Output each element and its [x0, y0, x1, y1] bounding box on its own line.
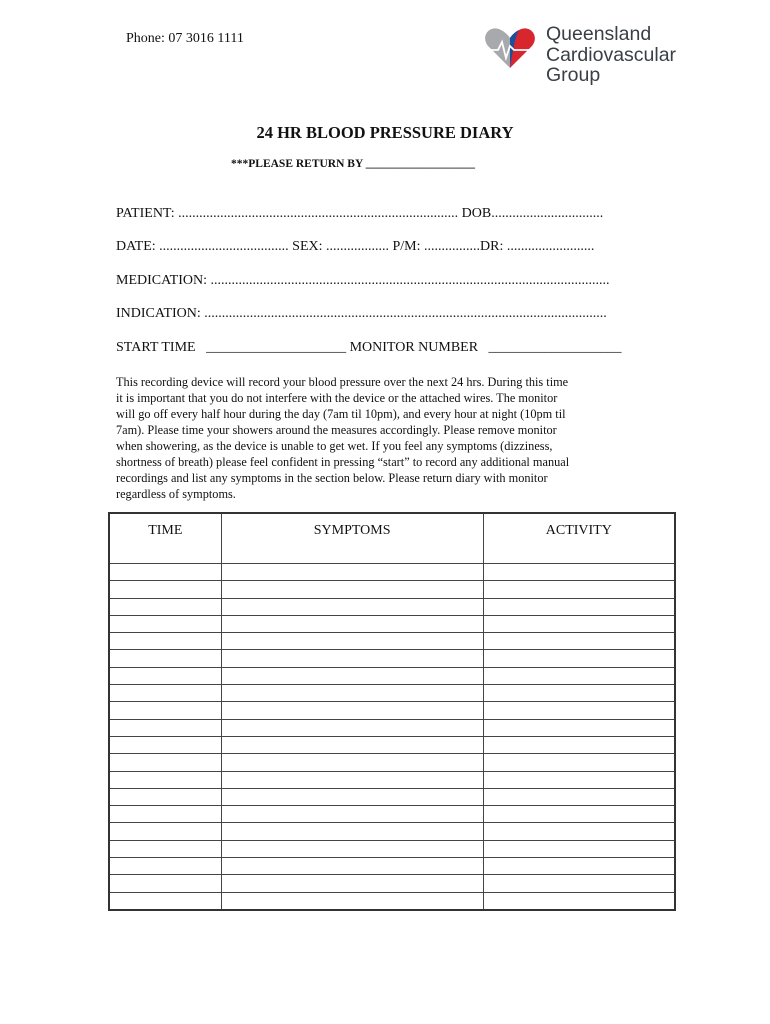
activity-cell[interactable] — [483, 840, 675, 857]
time-cell[interactable] — [109, 736, 221, 753]
symptoms-cell[interactable] — [221, 840, 483, 857]
time-cell[interactable] — [109, 788, 221, 805]
symptoms-cell[interactable] — [221, 719, 483, 736]
time-cell[interactable] — [109, 875, 221, 892]
table-row — [109, 667, 675, 684]
activity-cell[interactable] — [483, 581, 675, 598]
activity-cell[interactable] — [483, 702, 675, 719]
header-symptoms: SYMPTOMS — [221, 513, 483, 564]
time-cell[interactable] — [109, 754, 221, 771]
symptoms-cell[interactable] — [221, 685, 483, 702]
symptoms-cell[interactable] — [221, 564, 483, 581]
table-row — [109, 702, 675, 719]
diary-table — [108, 512, 676, 911]
activity-cell[interactable] — [483, 633, 675, 650]
activity-cell[interactable] — [483, 823, 675, 840]
time-cell[interactable] — [109, 840, 221, 857]
symptoms-cell[interactable] — [221, 788, 483, 805]
header-time: TIME — [109, 513, 221, 564]
indication-field[interactable]: INDICATION: ................................................................................................................... — [116, 306, 607, 321]
table-row — [109, 564, 675, 581]
symptoms-cell[interactable] — [221, 633, 483, 650]
time-cell[interactable] — [109, 598, 221, 615]
diary-rows — [109, 564, 675, 910]
symptoms-cell[interactable] — [221, 702, 483, 719]
symptoms-cell[interactable] — [221, 615, 483, 632]
medication-field[interactable]: MEDICATION: .................................................................................................................. — [116, 273, 610, 288]
activity-cell[interactable] — [483, 667, 675, 684]
instruction-line: it is important that you do not interfere with the device or the attached wires. The monitor — [116, 391, 558, 405]
table-row — [109, 685, 675, 702]
symptoms-cell[interactable] — [221, 771, 483, 788]
logo-line-2: Cardiovascular — [546, 43, 677, 66]
symptoms-cell[interactable] — [221, 806, 483, 823]
return-by-line: ***PLEASE RETURN BY ___________________ — [231, 158, 475, 170]
instruction-line: This recording device will record your blood pressure over the next 24 hrs. During this time — [116, 375, 569, 389]
activity-cell[interactable] — [483, 892, 675, 910]
time-cell[interactable] — [109, 633, 221, 650]
time-cell[interactable] — [109, 858, 221, 875]
instruction-line: regardless of symptoms. — [116, 487, 236, 501]
table-row — [109, 633, 675, 650]
activity-cell[interactable] — [483, 771, 675, 788]
activity-cell[interactable] — [483, 719, 675, 736]
instruction-line: shortness of breath) please feel confident in pressing “start” to record any additional manual — [116, 455, 570, 469]
activity-cell[interactable] — [483, 754, 675, 771]
table-row — [109, 719, 675, 736]
table-row — [109, 840, 675, 857]
instruction-line: will go off every half hour during the day (7am til 10pm), and every hour at night (10pm til — [116, 407, 566, 421]
table-row — [109, 788, 675, 805]
document-title: 24 HR BLOOD PRESSURE DIARY — [256, 123, 514, 142]
header-activity: ACTIVITY — [483, 513, 675, 564]
time-cell[interactable] — [109, 771, 221, 788]
table-row — [109, 650, 675, 667]
instruction-line: when showering, as the device is unable to get wet. If you feel any symptoms (dizziness, — [116, 439, 553, 453]
table-row — [109, 581, 675, 598]
symptoms-cell[interactable] — [221, 858, 483, 875]
time-cell[interactable] — [109, 564, 221, 581]
table-row — [109, 806, 675, 823]
symptoms-cell[interactable] — [221, 875, 483, 892]
time-cell[interactable] — [109, 892, 221, 910]
table-row — [109, 875, 675, 892]
time-cell[interactable] — [109, 581, 221, 598]
instruction-line: recordings and list any symptoms in the section below. Please return diary with monitor — [116, 471, 548, 485]
time-cell[interactable] — [109, 667, 221, 684]
time-cell[interactable] — [109, 702, 221, 719]
time-cell[interactable] — [109, 806, 221, 823]
activity-cell[interactable] — [483, 615, 675, 632]
logo-line-3: Group — [546, 64, 601, 86]
time-cell[interactable] — [109, 615, 221, 632]
symptoms-cell[interactable] — [221, 736, 483, 753]
table-row — [109, 615, 675, 632]
patient-dob-field[interactable]: PATIENT: ................................................................................ DOB................................ — [116, 206, 604, 221]
activity-cell[interactable] — [483, 806, 675, 823]
instruction-line: 7am). Please time your showers around the measures accordingly. Please remove monitor — [116, 423, 557, 437]
phone-number: Phone: 07 3016 1111 — [126, 31, 244, 46]
time-cell[interactable] — [109, 823, 221, 840]
instructions-paragraph — [116, 374, 656, 502]
time-cell[interactable] — [109, 719, 221, 736]
table-header-row — [109, 513, 675, 564]
date-sex-pm-dr-field[interactable]: DATE: ..................................... SEX: .................. P/M: ................DR: ......................... — [116, 239, 595, 254]
table-row — [109, 858, 675, 875]
logo-line-1: Queensland — [546, 23, 652, 45]
table-row — [109, 823, 675, 840]
activity-cell[interactable] — [483, 875, 675, 892]
activity-cell[interactable] — [483, 598, 675, 615]
table-row — [109, 598, 675, 615]
symptoms-cell[interactable] — [221, 892, 483, 910]
logo-wordmark — [546, 24, 676, 86]
start-time-monitor-field[interactable]: START TIME ____________________ MONITOR NUMBER ___________________ — [116, 340, 622, 355]
table-row — [109, 771, 675, 788]
activity-cell[interactable] — [483, 736, 675, 753]
table-row — [109, 736, 675, 753]
time-cell[interactable] — [109, 650, 221, 667]
heart-logo-icon — [484, 26, 536, 70]
symptoms-cell[interactable] — [221, 754, 483, 771]
symptoms-cell[interactable] — [221, 581, 483, 598]
activity-cell[interactable] — [483, 650, 675, 667]
table-row — [109, 892, 675, 910]
activity-cell[interactable] — [483, 564, 675, 581]
company-logo — [484, 24, 724, 90]
symptoms-cell[interactable] — [221, 823, 483, 840]
symptoms-cell[interactable] — [221, 667, 483, 684]
time-cell[interactable] — [109, 685, 221, 702]
symptoms-cell[interactable] — [221, 598, 483, 615]
symptoms-cell[interactable] — [221, 650, 483, 667]
activity-cell[interactable] — [483, 685, 675, 702]
table-row — [109, 754, 675, 771]
activity-cell[interactable] — [483, 858, 675, 875]
activity-cell[interactable] — [483, 788, 675, 805]
